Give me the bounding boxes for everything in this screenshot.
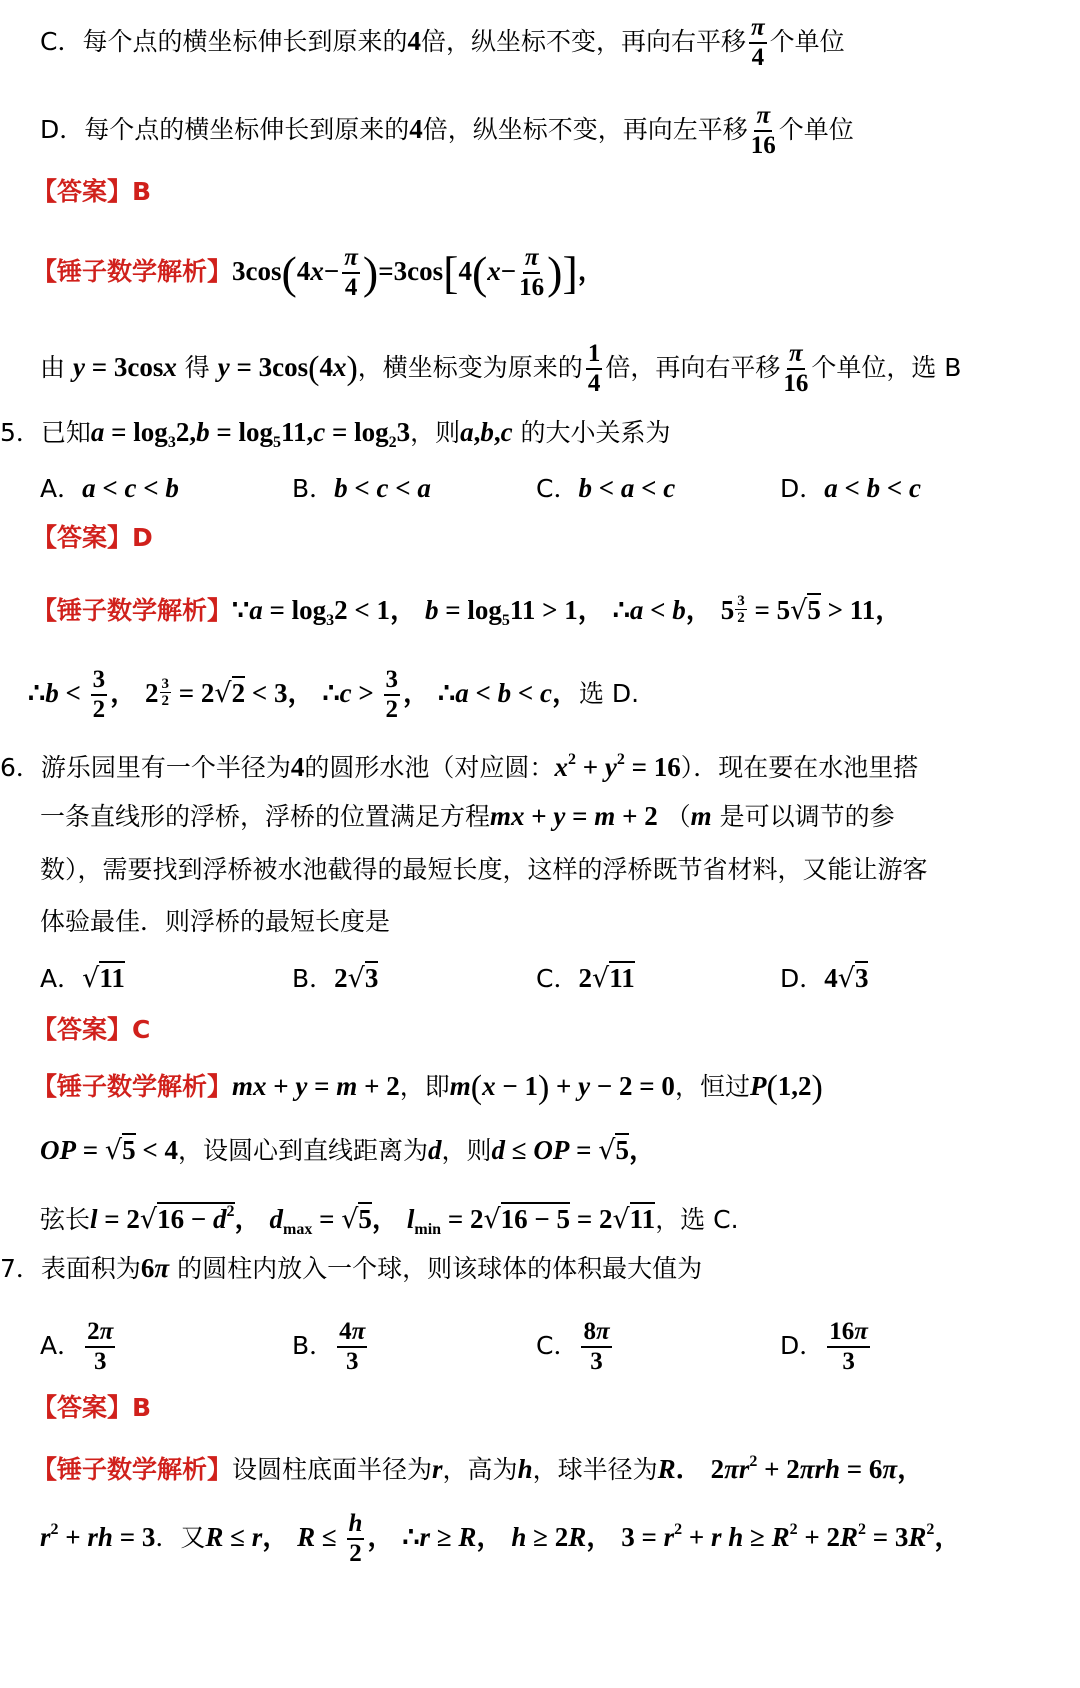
fraction: $\frac{\pi}{16}$ (519, 244, 545, 301)
q7-option-b: B． $\frac{4\pi}{3}$ (292, 1318, 366, 1375)
q6-option-a: A．√11 (40, 963, 125, 994)
q7-answer: 【答案】B (32, 1393, 152, 1422)
q6-stem-line4: 体验最佳．则浮桥的最短长度是 (40, 907, 391, 936)
q6-solution-line2: OP = √5 < 4，设圆心到直线距离为d，则d ≤ OP = √5， (40, 1135, 656, 1166)
q6-option-c: C．2√11 (536, 963, 635, 994)
q6-solution-line3: 弦长$l = 2√16 - d^2$， $d_{max} = √5$， $l_{min} = 2√16 - 5 = 2√11$，选 C. (40, 1203, 739, 1238)
q6-stem-line3: 数），需要找到浮桥被水池截得的最短长度，这样的浮桥既节省材料，又能让游客 (40, 855, 928, 884)
fraction: $\frac{1}{4}$ (587, 340, 601, 397)
fraction: $\frac{3}{2}$ (92, 666, 106, 723)
q4-answer: 【答案】B (32, 177, 152, 206)
q4-option-d: D．每个点的横坐标伸长到原来的4倍，纵坐标不变，再向左平移 $\frac{\pi}{16}$ 个单位 (40, 102, 854, 159)
q4-solution-line2: 由 y = 3cosx 得 y = 3cos(4x)，横坐标变为原来的 $\frac{1}{4}$ 倍，再向右平移 $\frac{\pi}{16}$ 个单位，选 B (40, 340, 962, 397)
q5-option-a: A．a < c < b (40, 473, 179, 503)
q6-solution-line1: 【锤子数学解析】mx + y = m + 2，即m(x − 1) + y − 2 = 0，恒过P(1,2) (32, 1069, 823, 1106)
q5-solution-line2: ∴b < $\frac{3}{2}$ ， 2 $\frac{3}{2}$ = 2√2 < 3， ∴c > $\frac{3}{2}$ ， ∴a < b < c，选 D. (28, 666, 640, 723)
q5-option-b: B．b < c < a (292, 473, 431, 503)
q6-answer: 【答案】C (32, 1015, 151, 1044)
q7-solution-line2: $r^2$ + rh = 3．又R ≤ r， R ≤ $\frac{h}{2}$ ， ∴r ≥ R， h ≥ 2R， $3 = r^2 + r$ $h \ge R^2 + 2R^2 = 3R^2$， (40, 1510, 962, 1567)
q6-option-b: B．2√3 (292, 963, 379, 994)
q5-answer: 【答案】D (32, 523, 153, 552)
q4-solution-line1: 【锤子数学解析】3cos(4x− $\frac{\pi}{4}$ )=3cos[4(x− $\frac{\pi}{16}$ )]， (32, 244, 605, 301)
q7-option-c: C． $\frac{8\pi}{3}$ (536, 1318, 610, 1375)
fraction: $\frac{\pi}{16}$ (783, 340, 809, 397)
fraction: $\frac{\pi}{4}$ (750, 14, 765, 71)
q7-option-d: D． $\frac{16\pi}{3}$ (780, 1318, 868, 1375)
q7-stem: 7．表面积为6π 的圆柱内放入一个球，则该球体的体积最大值为 (0, 1253, 703, 1283)
q5-solution-line1: 【锤子数学解析】∵a = $\log_32 < 1$， $b = \log_511 > 1$， ∴a < b， 5 $\frac{3}{2}$ = 5√5 > 11， (32, 593, 903, 629)
q4-option-c: C．每个点的横坐标伸长到原来的4倍，纵坐标不变，再向右平移 $\frac{\pi}{4}$ 个单位 (40, 14, 845, 71)
q6-stem-line2: 一条直线形的浮桥，浮桥的位置满足方程mx + y = m + 2 （m 是可以调节的参 (40, 801, 895, 831)
q5-option-c: C．b < a < c (536, 473, 676, 503)
q5-stem: 5．已知$a = \log_32,b = \log_511,c = \log_23$，则a,b,c 的大小关系为 (0, 417, 671, 451)
fraction: $\frac{\pi}{4}$ (344, 244, 358, 301)
q5-option-d: D．a < b < c (780, 473, 922, 503)
q6-option-d: D．4√3 (780, 963, 869, 994)
fraction: $\frac{3}{2}$ (385, 666, 399, 723)
q6-stem-line1: 6．游乐园里有一个半径为4的圆形水池（对应圆：$x^2 + y^2 = 16$）．现在要在水池里搭 (0, 751, 919, 782)
q7-solution-line1: 【锤子数学解析】设圆柱底面半径为r，高为h，球半径为R． $2\pi r^2 + 2\pi rh = 6\pi$， (32, 1453, 925, 1484)
fraction: $\frac{\pi}{16}$ (750, 102, 776, 159)
q7-option-a: A． $\frac{2\pi}{3}$ (40, 1318, 114, 1375)
